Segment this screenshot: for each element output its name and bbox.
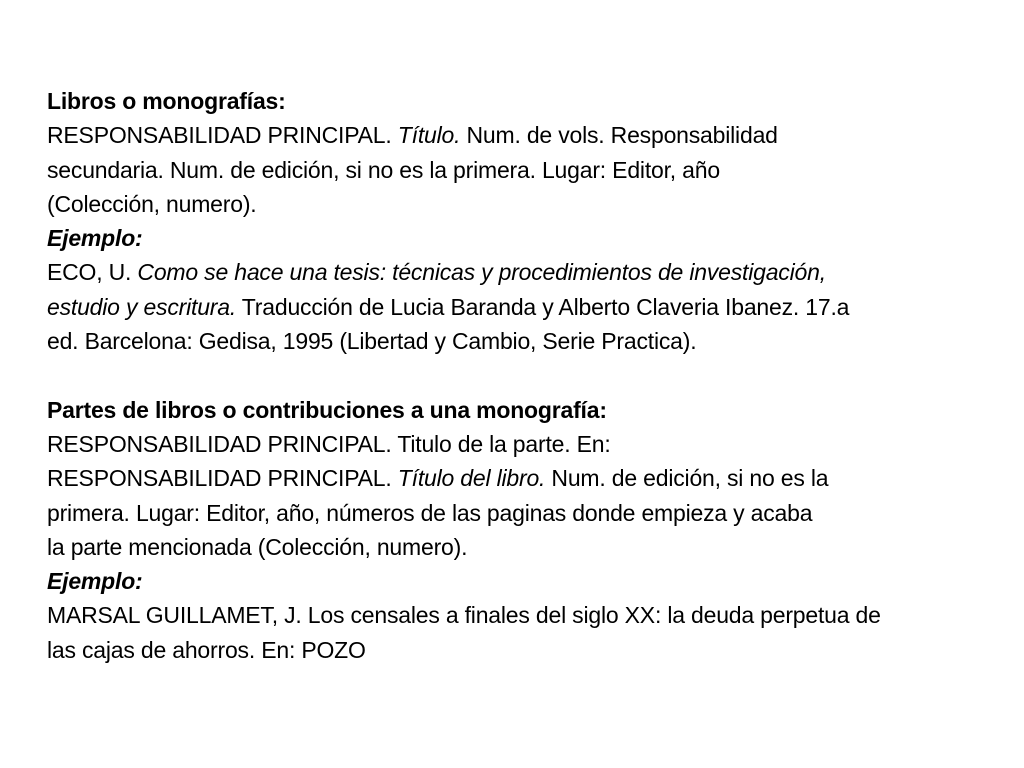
- parts-format-title-italic: Título del libro.: [397, 465, 546, 492]
- parts-format-text: Num. de edición, si no es la: [545, 465, 829, 492]
- books-example-label: Ejemplo:: [47, 225, 143, 252]
- parts-example-line-2: las cajas de ahorros. En: POZO: [47, 636, 366, 663]
- parts-format-text: RESPONSABILIDAD PRINCIPAL.: [47, 465, 398, 492]
- parts-format-line-4: la parte mencionada (Colección, numero).: [47, 533, 468, 560]
- books-format-line-3: (Colección, numero).: [47, 190, 257, 217]
- books-example-line-3: ed. Barcelona: Gedisa, 1995 (Libertad y Cambio, Serie Practica).: [47, 328, 697, 355]
- books-format-line-2: secundaria. Num. de edición, si no es la primera. Lugar: Editor, año: [47, 156, 720, 183]
- parts-format-line-1: RESPONSABILIDAD PRINCIPAL. Titulo de la parte. En:: [47, 430, 611, 457]
- books-example-line-2: [47, 290, 997, 324]
- parts-example-line-1: MARSAL GUILLAMET, J. Los censales a finales del siglo XX: la deuda perpetua de: [47, 602, 881, 629]
- parts-example-label: Ejemplo:: [47, 568, 143, 595]
- books-example-line-1: [47, 255, 997, 289]
- books-heading: Libros o monografías:: [47, 88, 286, 114]
- books-example-text: Traducción de Lucia Baranda y Alberto Claveria Ibanez. 17.a: [236, 293, 850, 320]
- books-format-line-1: [47, 118, 997, 152]
- books-format-text: RESPONSABILIDAD PRINCIPAL.: [47, 122, 398, 149]
- parts-format-line-2: [47, 461, 997, 495]
- section-spacer: [47, 358, 997, 392]
- books-example-title-italic: estudio y escritura.: [47, 293, 237, 320]
- books-example-title-italic: Como se hace una tesis: técnicas y procedimientos de investigación,: [137, 259, 826, 286]
- parts-heading: Partes de libros o contribuciones a una monografía:: [47, 396, 607, 423]
- slide-text-body: [47, 84, 997, 667]
- books-format-text: Num. de vols. Responsabilidad: [460, 122, 778, 149]
- parts-format-line-3: primera. Lugar: Editor, año, números de las paginas donde empieza y acaba: [47, 499, 813, 526]
- books-format-title-italic: Título.: [397, 122, 461, 149]
- books-example-author: ECO, U.: [47, 259, 138, 286]
